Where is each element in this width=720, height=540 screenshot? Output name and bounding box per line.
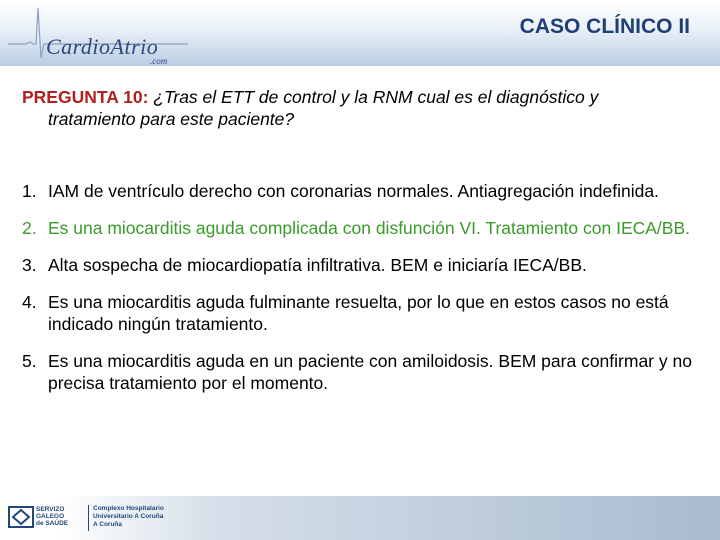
answer-number: 1. [22, 181, 37, 201]
logo-text: CardioAtrio [46, 34, 159, 59]
sergas-logo-icon [8, 506, 34, 528]
hospital-line3: A Coruña [93, 521, 123, 528]
answer-number: 4. [22, 292, 37, 312]
answer-text: Es una miocarditis aguda complicada con disfunción VI. Tratamiento con IECA/BB. [48, 218, 690, 238]
sergas-line2: GALEGO [36, 513, 65, 520]
question-text-line1: ¿Tras el ETT de control y la RNM cual es el diagnóstico y [153, 87, 599, 107]
answer-option-1 [22, 180, 692, 202]
answer-number: 2. [22, 218, 37, 238]
answer-option-2 [22, 217, 692, 239]
cardioatrio-logo [8, 6, 188, 64]
answer-list [22, 180, 692, 409]
answer-text: Es una miocarditis aguda en un paciente con amiloidosis. BEM para confirmar y no precisa tratamiento por el momento. [48, 351, 692, 393]
footer-divider [88, 505, 89, 531]
answer-number: 3. [22, 255, 37, 275]
logo-subtext: .com [150, 56, 168, 66]
answer-text: Es una miocarditis aguda fulminante resuelta, por lo que en estos casos no está indicado ningún tratamiento. [48, 292, 669, 334]
answer-option-5 [22, 350, 692, 394]
sergas-name [36, 506, 86, 527]
slide-title: CASO CLÍNICO II [519, 15, 690, 38]
answer-option-3 [22, 254, 692, 276]
sergas-line3: de SAÚDE [36, 520, 69, 527]
hospital-name [93, 505, 203, 529]
sergas-line1: SERVIZO [36, 506, 65, 513]
slide-footer [0, 496, 720, 540]
question [22, 86, 692, 130]
hospital-line1: Complexo Hospitalario [93, 505, 164, 512]
question-text-line2: tratamiento para este paciente? [48, 109, 295, 129]
slide-header [0, 0, 720, 66]
question-label: PREGUNTA 10: [22, 87, 149, 107]
answer-text: Alta sospecha de miocardiopatía infiltrativa. BEM e iniciaría IECA/BB. [48, 255, 587, 275]
hospital-line2: Universitario A Coruña [93, 513, 164, 520]
answer-option-4 [22, 291, 692, 335]
answer-text: IAM de ventrículo derecho con coronarias normales. Antiagregación indefinida. [48, 181, 659, 201]
answer-number: 5. [22, 351, 37, 371]
